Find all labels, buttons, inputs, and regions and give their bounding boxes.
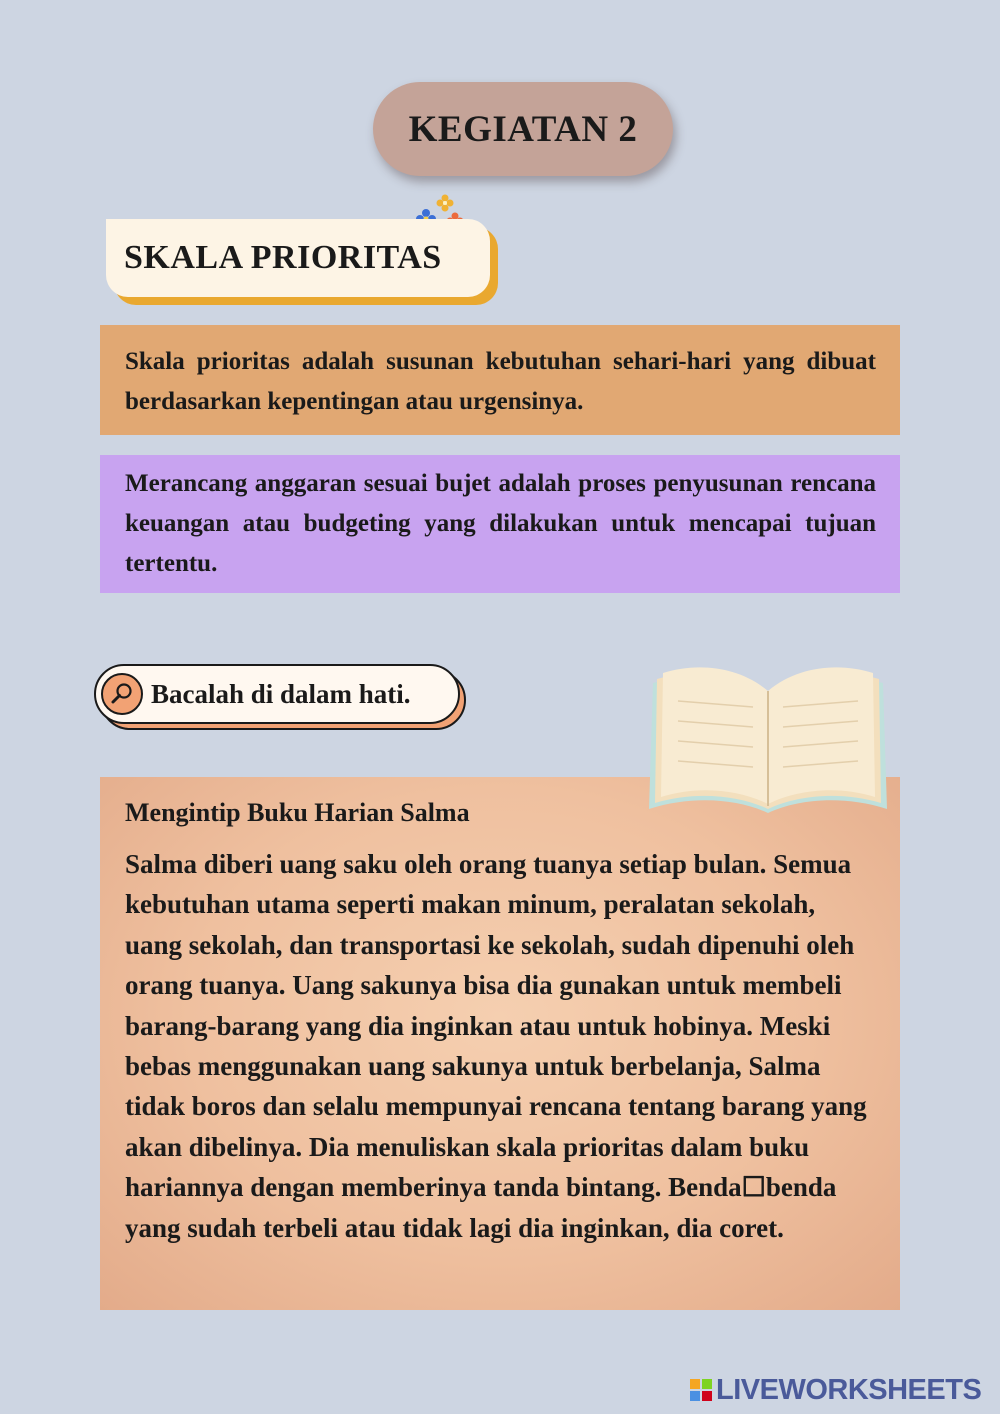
story-body: Salma diberi uang saku oleh orang tuanya setiap bulan. Semua kebutuhan utama seperti makan minum, peralatan sekolah, uang sekolah, dan transportasi ke sekolah, sudah dipenuhi oleh orang tuanya. Uang sakunya bisa dia gunakan untuk membeli barang-barang yang dia inginkan atau untuk hobinya. Meski bebas menggunakan uang sakunya untuk berbelanja, Salma tidak boros dan selalu mempunyai rencana tentang barang yang akan dibelinya. Dia menuliskan skala prioritas dalam buku hariannya dengan memberinya tanda bintang. Benda☐benda yang sudah terbeli atau tidak lagi dia inginkan, dia coret.	[125, 849, 867, 1243]
liveworksheets-brand: LIVEWORKSHEETS	[716, 1373, 982, 1406]
activity-title: KEGIATAN 2	[373, 82, 673, 176]
section-heading-card	[106, 219, 498, 305]
liveworksheets-logo-icon	[690, 1379, 712, 1401]
liveworksheets-logo[interactable]	[690, 1374, 981, 1406]
magnifier-icon	[101, 673, 143, 715]
open-book-illustration	[643, 663, 893, 825]
budget-definition-box: Merancang anggaran sesuai bujet adalah proses penyusunan rencana keuangan atau budgeting yang dilakukan untuk mencapai tujuan tertentu.	[100, 455, 900, 593]
instruction-pill	[94, 664, 466, 730]
instruction-pill-body	[94, 664, 460, 724]
section-heading: SKALA PRIORITAS	[106, 219, 490, 297]
instruction-label: Bacalah di dalam hati.	[151, 678, 411, 709]
definition-box: Skala prioritas adalah susunan kebutuhan sehari-hari yang dibuat berdasarkan kepentingan atau urgensinya.	[100, 325, 900, 435]
story-title: Mengintip Buku Harian Salma	[125, 798, 470, 827]
story-box	[100, 777, 900, 1310]
